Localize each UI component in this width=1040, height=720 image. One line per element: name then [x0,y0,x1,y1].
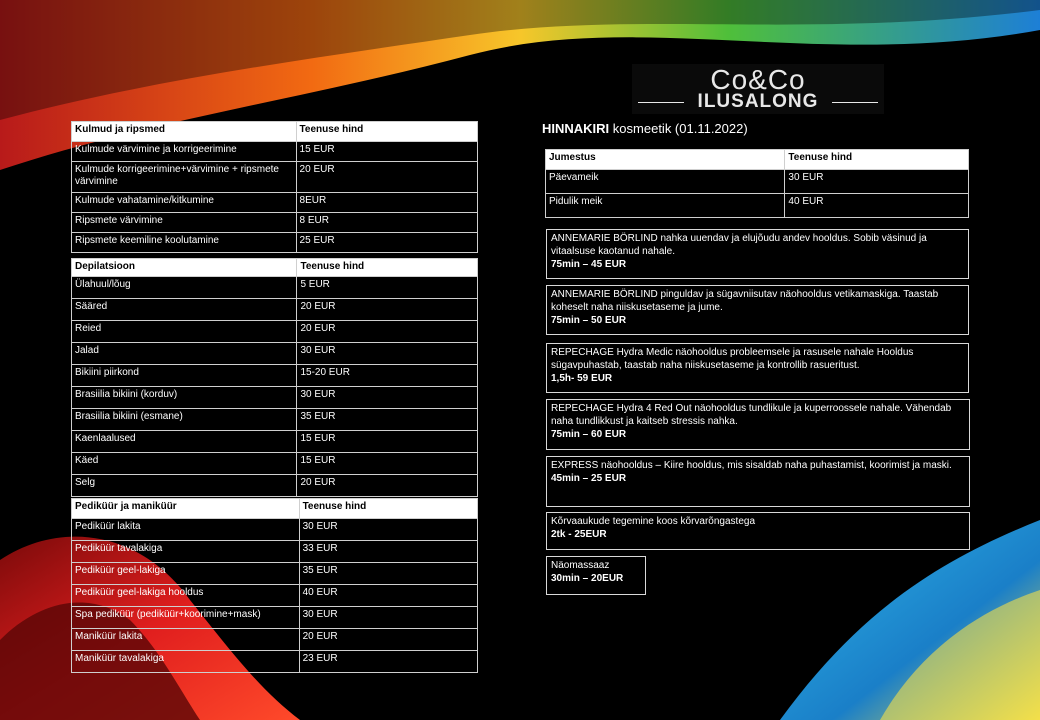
table-cell: Brasiilia bikiini (esmane) [72,409,297,431]
table-cell: Bikiini piirkond [72,365,297,387]
service-description: ANNEMARIE BÖRLIND pinguldav ja sügavniisutav näohooldus vetikamaskiga. Taastab koheselt naha niiskusetaseme ja jume. [551,289,939,313]
service-box [546,343,969,393]
table-header: Jumestus [546,150,785,170]
table-cell: Kulmude värvimine ja korrigeerimine [72,142,297,162]
table-cell: Ripsmete värvimine [72,213,297,233]
service-box [546,512,970,550]
table-header: Kulmud ja ripsmed [72,122,297,142]
table-cell: 8 EUR [296,213,477,233]
table-cell: 8EUR [296,193,477,213]
table-cell: Selg [72,475,297,497]
depilation-table [71,258,478,497]
salon-logo [632,64,884,114]
table-cell: 33 EUR [299,541,477,563]
table-header: Depilatsioon [72,259,297,277]
makeup-table [545,149,969,218]
table-cell: Jalad [72,343,297,365]
table-header: Teenuse hind [297,259,478,277]
table-cell: Pediküür tavalakiga [72,541,300,563]
table-cell: Pediküür lakita [72,519,300,541]
table-cell: 15 EUR [297,431,478,453]
table-header: Teenuse hind [785,150,969,170]
service-description: EXPRESS näohooldus – Kiire hooldus, mis sisaldab naha puhastamist, koorimist ja maski. [551,460,952,471]
table-cell: 30 EUR [297,343,478,365]
table-header: Teenuse hind [296,122,477,142]
table-cell: 20 EUR [297,299,478,321]
table-cell: 35 EUR [299,563,477,585]
service-box [546,556,646,595]
service-price: 2tk - 25EUR [551,529,607,540]
table-cell: 30 EUR [299,607,477,629]
table-header: Pediküür ja maniküür [72,499,300,519]
service-description: REPECHAGE Hydra Medic näohooldus probleemsele ja rasusele nahale Hooldus sügavpuhastab, taastab naha niiskusetaseme ja kontrollib rasueritust. [551,347,914,371]
table-cell: Kulmude vahatamine/kitkumine [72,193,297,213]
table-cell: Päevameik [546,170,785,194]
service-price: 75min – 50 EUR [551,315,627,326]
table-cell: Ülahuul/lõug [72,277,297,299]
table-cell: Kulmude korrigeerimine+värvimine + ripsmete värvimine [72,162,297,193]
table-cell: 30 EUR [299,519,477,541]
service-price: 75min – 45 EUR [551,259,627,270]
service-description: REPECHAGE Hydra 4 Red Out näohooldus tundlikule ja kuperroossele nahale. Vähendab naha tundlikkust ja kaitseb stressis nahka. [551,403,952,427]
table-cell: Brasiilia bikiini (korduv) [72,387,297,409]
service-description: Näomassaaz [551,560,610,571]
table-cell: 20 EUR [297,475,478,497]
table-cell: 23 EUR [299,651,477,673]
table-cell: 25 EUR [296,233,477,253]
table-cell: 15-20 EUR [297,365,478,387]
service-price: 45min – 25 EUR [551,473,627,484]
title-rest: kosmeetik (01.11.2022) [612,121,748,136]
table-cell: Kaenlaalused [72,431,297,453]
table-cell: Käed [72,453,297,475]
table-cell: 30 EUR [297,387,478,409]
table-cell: 35 EUR [297,409,478,431]
service-box [546,285,969,335]
table-cell: 5 EUR [297,277,478,299]
logo-rule-right [832,102,878,103]
table-cell: Sääred [72,299,297,321]
table-cell: 40 EUR [299,585,477,607]
table-cell: Maniküür lakita [72,629,300,651]
table-cell: Spa pediküür (pediküür+koorimine+mask) [72,607,300,629]
table-header: Teenuse hind [299,499,477,519]
table-cell: 15 EUR [297,453,478,475]
service-price: 30min – 20EUR [551,573,624,584]
table-cell: 15 EUR [296,142,477,162]
table-cell: Pidulik meik [546,194,785,218]
table-cell: 20 EUR [296,162,477,193]
logo-text-top: Co&Co [710,64,806,95]
service-description: ANNEMARIE BÖRLIND nahka uuendav ja elujõudu andev hooldus. Sobib väsinud ja vitaalsuse kaotanud nahale. [551,233,927,257]
pedicure-table [71,498,478,673]
service-box [546,456,970,507]
table-cell: 20 EUR [299,629,477,651]
table-cell: Maniküür tavalakiga [72,651,300,673]
service-price: 75min – 60 EUR [551,429,627,440]
table-cell: Pediküür geel-lakiga [72,563,300,585]
service-box [546,399,970,450]
service-box [546,229,969,279]
table-cell: Pediküür geel-lakiga hooldus [72,585,300,607]
table-cell: Ripsmete keemiline koolutamine [72,233,297,253]
service-description: Kõrvaaukude tegemine koos kõrvarõngastega [551,516,756,527]
table-cell: 30 EUR [785,170,969,194]
table-cell: Reied [72,321,297,343]
logo-text-bottom: ILUSALONG [697,91,819,112]
table-cell: 20 EUR [297,321,478,343]
table-cell: 40 EUR [785,194,969,218]
service-price: 1,5h- 59 EUR [551,373,613,384]
brows-table [71,121,478,253]
page-title [542,121,748,136]
title-bold: HINNAKIRI [542,121,610,136]
